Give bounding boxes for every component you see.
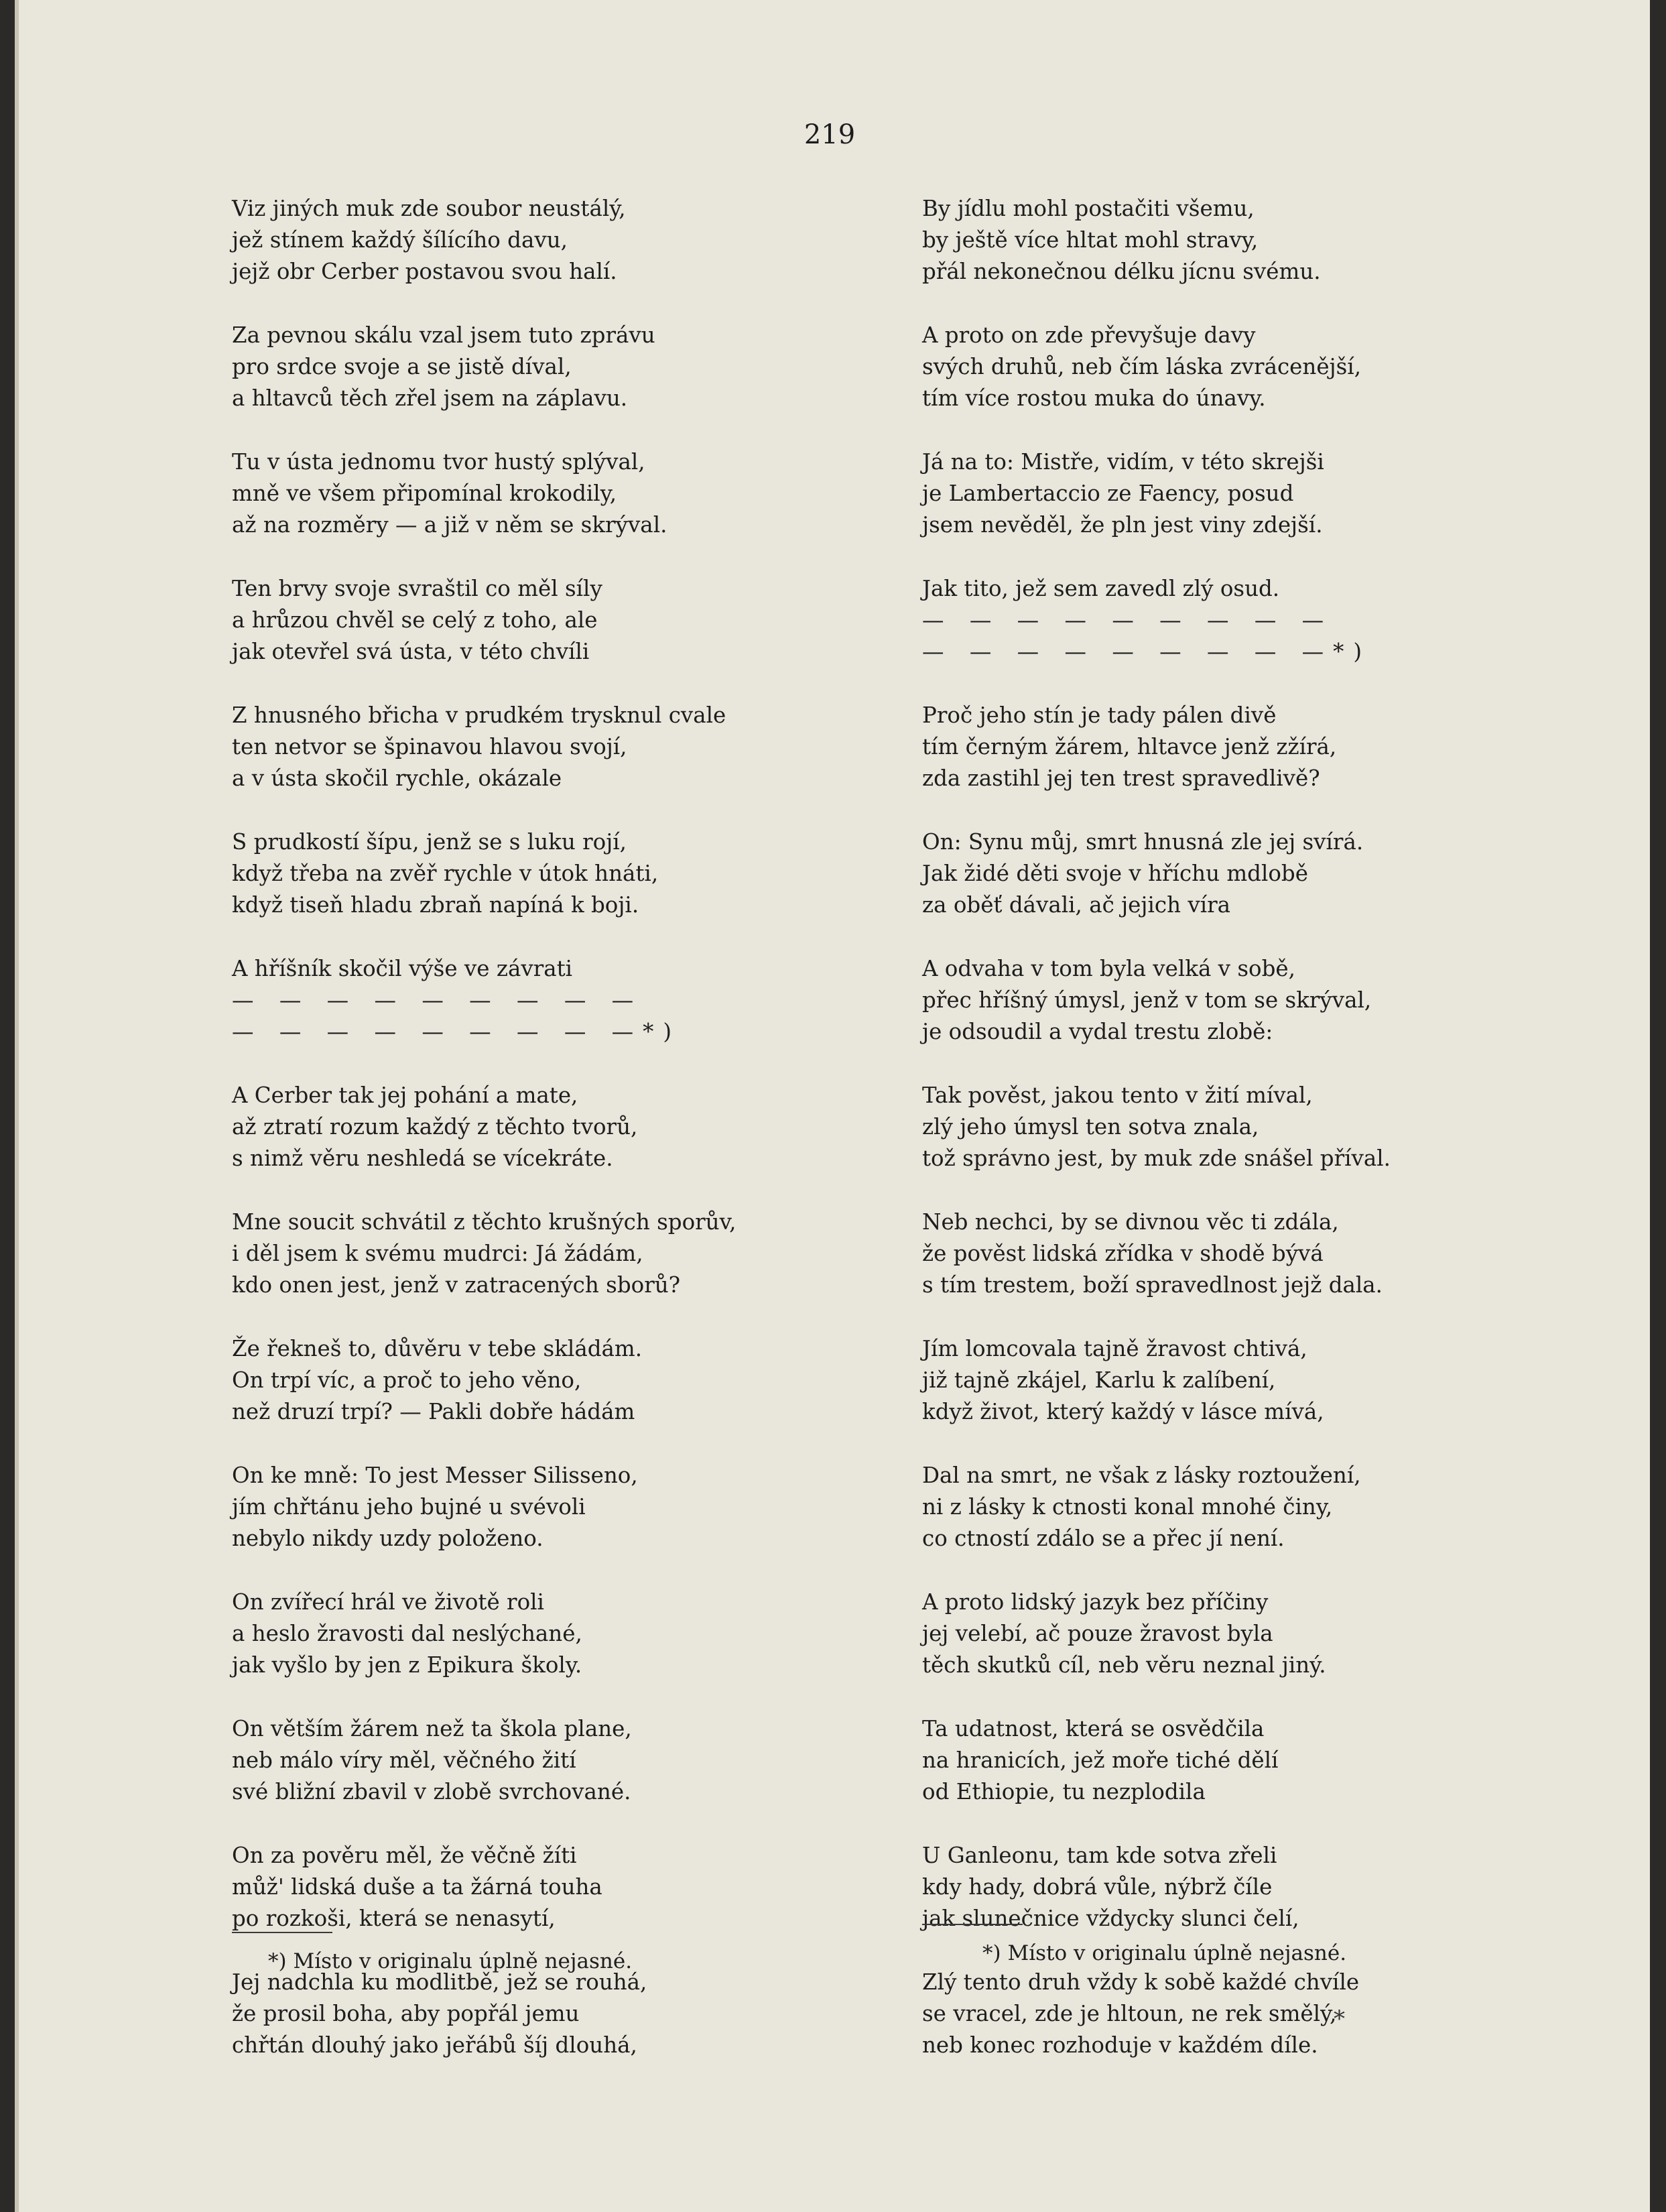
verse-line: Tak pověst, jakou tento v žití míval, — [922, 1083, 1313, 1108]
verse-line: než druzí trpí? — Pakli dobře hádám — [232, 1399, 635, 1424]
verse-line: Ta udatnost, která se osvědčila — [922, 1716, 1265, 1741]
verse-line: Jej nadchla ku modlitbě, jež se rouhá, — [232, 1969, 647, 1995]
verse-line: kdy hady, dobrá vůle, nýbrž číle — [922, 1874, 1273, 1900]
verse-line: ni z lásky k ctnosti konal mnohé činy, — [922, 1494, 1333, 1520]
verse-line: jím chřtánu jeho bujné u svévoli — [232, 1494, 586, 1520]
left-column — [232, 193, 822, 2093]
verse-line: chřtán dlouhý jako jeřábů šíj dlouhá, — [232, 2032, 637, 2058]
right-column — [922, 193, 1512, 2093]
stanza — [922, 1840, 1512, 1934]
verse-line: mně ve všem připomínal krokodily, — [232, 481, 617, 506]
verse-line: kdo onen jest, jenž v zatracených sborů? — [232, 1272, 681, 1298]
omission-dashes: — — — — — — — — —*) — [922, 639, 1372, 664]
verse-line: A proto on zde převyšuje davy — [922, 322, 1256, 348]
verse-line: On trpí víc, a proč to jeho věno, — [232, 1367, 582, 1393]
stanza — [922, 320, 1512, 414]
verse-line: když třeba na zvěř rychle v útok hnáti, — [232, 861, 659, 886]
verse-line: neb konec rozhoduje v každém díle. — [922, 2032, 1318, 2058]
stanza — [232, 1080, 822, 1174]
stanza — [922, 953, 1512, 1048]
verse-line: Dal na smrt, ne však z lásky roztoužení, — [922, 1463, 1361, 1488]
verse-line: jak slunečnice vždycky slunci čelí, — [922, 1906, 1299, 1931]
verse-line: jež stínem každý šílícího davu, — [232, 227, 568, 253]
verse-line: On: Synu můj, smrt hnusná zle jej svírá. — [922, 829, 1364, 855]
stanza — [232, 446, 822, 541]
verse-line: Neb nechci, by se divnou věc ti zdála, — [922, 1209, 1339, 1235]
verse-line: již tajně zkájel, Karlu k zalíbení, — [922, 1367, 1276, 1393]
verse-line: s nimž věru neshledá se vícekráte. — [232, 1146, 613, 1171]
verse-line: že pověst lidská zřídka v shodě bývá — [922, 1241, 1324, 1266]
verse-line: nebylo nikdy uzdy položeno. — [232, 1526, 543, 1551]
stanza — [232, 1713, 822, 1808]
verse-line: Viz jiných muk zde soubor neustálý, — [232, 196, 626, 221]
verse-line: Proč jeho stín je tady pálen divě — [922, 702, 1277, 728]
verse-line: Že řekneš to, důvěru v tebe skládám. — [232, 1336, 643, 1361]
verse-line: by ještě více hltat mohl stravy, — [922, 227, 1259, 253]
verse-line: co ctností zdálo se a přec jí není. — [922, 1526, 1285, 1551]
verse-line: tož správno jest, by muk zde snášel příval. — [922, 1146, 1391, 1171]
verse-line: Já na to: Mistře, vidím, v této skrejši — [922, 449, 1324, 475]
stanza — [232, 1460, 822, 1554]
verse-line: po rozkoši, která se nenasytí, — [232, 1906, 556, 1931]
stanza — [922, 1587, 1512, 1681]
verse-line: že prosil boha, aby popřál jemu — [232, 2001, 580, 2026]
stanza — [922, 446, 1512, 541]
verse-line: se vracel, zde je hltoun, ne rek smělý, — [922, 2001, 1337, 2026]
stanza — [922, 1713, 1512, 1808]
verse-line: tím černým žárem, hltavce jenž zžírá, — [922, 734, 1337, 759]
verse-line: je odsoudil a vydal trestu zlobě: — [922, 1019, 1273, 1044]
verse-line: Jím lomcovala tajně žravost chtivá, — [922, 1336, 1307, 1361]
verse-line: když tiseň hladu zbraň napíná k boji. — [232, 892, 639, 918]
verse-line: i děl jsem k svému mudrci: Já žádám, — [232, 1241, 643, 1266]
stanza — [232, 193, 822, 288]
stanza — [232, 700, 822, 794]
stanza — [232, 953, 822, 1048]
verse-line: Zlý tento druh vždy k sobě každé chvíle — [922, 1969, 1360, 1995]
stanza — [922, 826, 1512, 921]
verse-line: On větším žárem než ta škola plane, — [232, 1716, 632, 1741]
verse-line: ten netvor se špinavou hlavou svojí, — [232, 734, 627, 759]
verse-line: a v ústa skočil rychle, okázale — [232, 765, 562, 791]
verse-line: pro srdce svoje a se jistě díval, — [232, 354, 572, 379]
verse-line: Jak židé děti svoje v hříchu mdlobě — [922, 861, 1308, 886]
stanza — [232, 826, 822, 921]
verse-line: jejž obr Cerber postavou svou halí. — [232, 259, 617, 284]
verse-line: na hranicích, jež moře tiché dělí — [922, 1747, 1279, 1773]
verse-line: je Lambertaccio ze Faency, posud — [922, 481, 1294, 506]
verse-line: své bližní zbavil v zlobě svrchované. — [232, 1779, 631, 1804]
verse-line: a heslo žravosti dal neslýchané, — [232, 1621, 582, 1646]
verse-line: Jak tito, jež sem zavedl zlý osud. — [922, 576, 1280, 601]
verse-line: až na rozměry — a již v něm se skrýval. — [232, 512, 667, 538]
stanza — [922, 573, 1512, 668]
verse-line: a hltavců těch zřel jsem na záplavu. — [232, 385, 628, 411]
verse-line: zda zastihl jej ten trest spravedlivě? — [922, 765, 1320, 791]
verse-line: když život, který každý v lásce mívá, — [922, 1399, 1324, 1424]
omission-dashes: — — — — — — — — —*) — [232, 1019, 682, 1044]
verse-line: Mne soucit schvátil z těchto krušných sporův, — [232, 1209, 736, 1235]
stanza — [922, 193, 1512, 288]
verse-line: až ztratí rozum každý z těchto tvorů, — [232, 1114, 638, 1140]
verse-line: A proto lidský jazyk bez příčiny — [922, 1589, 1269, 1615]
stanza — [922, 1080, 1512, 1174]
book-page — [15, 0, 1650, 2212]
stanza — [922, 1333, 1512, 1428]
stanza — [232, 1840, 822, 1934]
verse-line: On ke mně: To jest Messer Silisseno, — [232, 1463, 638, 1488]
stanza — [232, 1207, 822, 1301]
verse-line: zlý jeho úmysl ten sotva znala, — [922, 1114, 1259, 1140]
verse-line: tím více rostou muka do únavy. — [922, 385, 1266, 411]
page-number: 219 — [804, 119, 856, 150]
verse-line: By jídlu mohl postačiti všemu, — [922, 196, 1255, 221]
verse-line: On zvířecí hrál ve životě roli — [232, 1589, 544, 1615]
verse-line: Ten brvy svoje svraštil co měl síly — [232, 576, 602, 601]
footnote-left: *) Místo v originalu úplně nejasné. — [268, 1949, 633, 1973]
verse-line: přec hříšný úmysl, jenž v tom se skrýval, — [922, 987, 1372, 1013]
stanza — [922, 1207, 1512, 1301]
verse-line: svých druhů, neb čím láska zvrácenější, — [922, 354, 1362, 379]
verse-line: jak vyšlo by jen z Epikura školy. — [232, 1652, 582, 1678]
verse-line: A hříšník skočil výše ve závrati — [232, 956, 573, 981]
stanza — [232, 320, 822, 414]
verse-line: s tím trestem, boží spravedlnost jejž dala. — [922, 1272, 1383, 1298]
omission-dashes: — — — — — — — — — — [232, 987, 643, 1013]
verse-line: neb málo víry měl, věčného žití — [232, 1747, 576, 1773]
verse-line: za oběť dávali, ač jejich víra — [922, 892, 1231, 918]
verse-line: U Ganleonu, tam kde sotva zřeli — [922, 1843, 1277, 1868]
verse-line: S prudkostí šípu, jenž se s luku rojí, — [232, 829, 627, 855]
verse-line: přál nekonečnou délku jícnu svému. — [922, 259, 1321, 284]
stanza — [922, 700, 1512, 794]
stanza — [232, 1967, 822, 2061]
stanza — [232, 1333, 822, 1428]
verse-line: jej velebí, ač pouze žravost byla — [922, 1621, 1273, 1646]
verse-line: On za pověru měl, že věčně žíti — [232, 1843, 577, 1868]
ornament-asterisk: * — [1334, 2006, 1345, 2032]
footnote-rule-left — [232, 1932, 332, 1933]
verse-line: A Cerber tak jej pohání a mate, — [232, 1083, 578, 1108]
stanza — [922, 1460, 1512, 1554]
verse-line: Z hnusného břicha v prudkém trysknul cvale — [232, 702, 726, 728]
verse-line: těch skutků cíl, neb věru neznal jiný. — [922, 1652, 1326, 1678]
footnote-rule-right — [922, 1924, 1023, 1925]
stanza — [922, 1967, 1512, 2061]
stanza — [232, 573, 822, 668]
verse-line: Za pevnou skálu vzal jsem tuto zprávu — [232, 322, 655, 348]
verse-line: od Ethiopie, tu nezplodila — [922, 1779, 1206, 1804]
omission-dashes: — — — — — — — — — — [922, 607, 1334, 633]
footnote-right: *) Místo v originalu úplně nejasné. — [982, 1941, 1347, 1965]
verse-line: můž' lidská duše a ta žárná touha — [232, 1874, 602, 1900]
verse-line: a hrůzou chvěl se celý z toho, ale — [232, 607, 598, 633]
verse-line: A odvaha v tom byla velká v sobě, — [922, 956, 1295, 981]
verse-line: jsem nevěděl, že pln jest viny zdejší. — [922, 512, 1323, 538]
verse-line: Tu v ústa jednomu tvor hustý splýval, — [232, 449, 645, 475]
verse-line: jak otevřel svá ústa, v této chvíli — [232, 639, 590, 664]
stanza — [232, 1587, 822, 1681]
